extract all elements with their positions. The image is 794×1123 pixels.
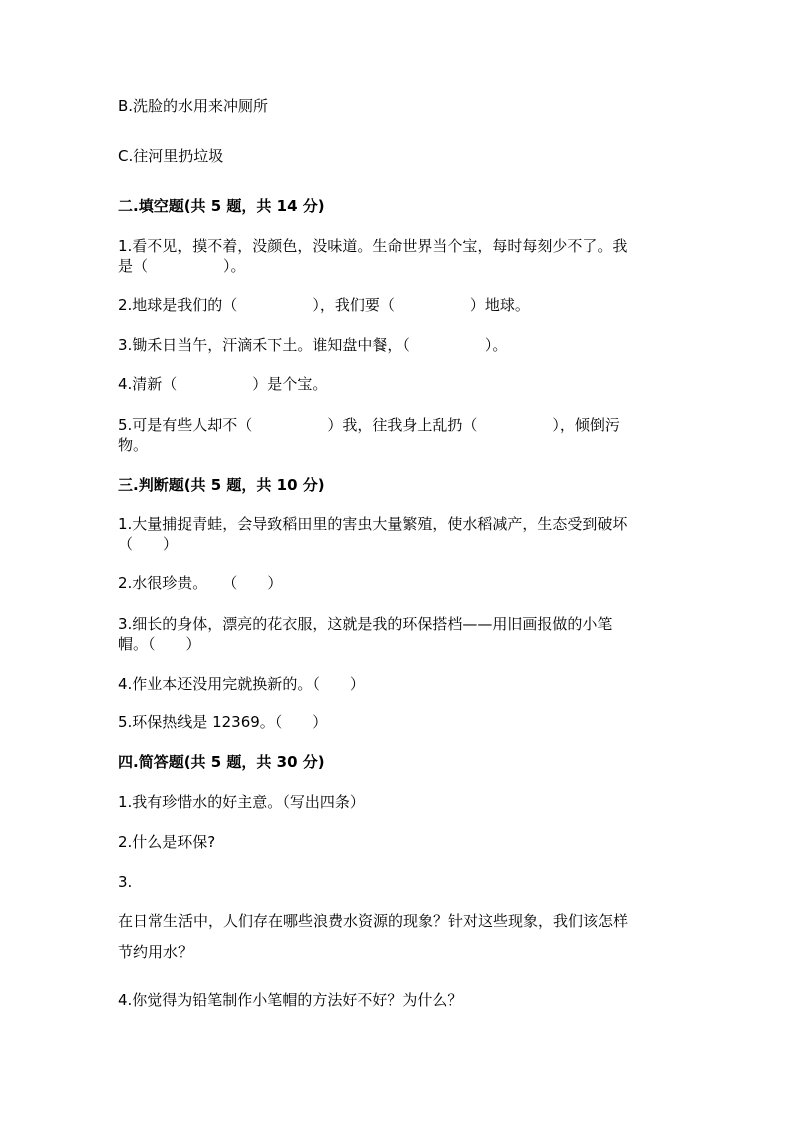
fill-blank-q1-line2: 是（ ）。 (118, 257, 246, 275)
judge-q5: 5.环保热线是 12369。（ ） (118, 713, 328, 731)
fill-blank-q5-line1: 5.可是有些人却不（ ）我，往我身上乱扔（ ），倾倒污 (118, 416, 620, 434)
section-title-judge: 三.判断题(共 5 题，共 10 分) (118, 476, 325, 494)
judge-q2: 2.水很珍贵。 （ ） (118, 574, 283, 592)
judge-q1-line2: （ ） (118, 535, 179, 553)
fill-blank-q2: 2.地球是我们的（ ），我们要（ ）地球。 (118, 296, 530, 314)
fill-blank-q3: 3.锄禾日当午，汗滴禾下土。谁知盘中餐，（ ）。 (118, 336, 508, 354)
judge-q4: 4.作业本还没用完就换新的。（ ） (118, 675, 365, 693)
judge-q1-line1: 1.大量捕捉青蛙，会导致稻田里的害虫大量繁殖，使水稻减产，生态受到破坏 (118, 515, 628, 533)
section-title-short-answer: 四.简答题(共 5 题，共 30 分) (118, 753, 325, 771)
fill-blank-q5-line2: 物。 (118, 436, 149, 454)
short-answer-q3-line1: 在日常生活中，人们存在哪些浪费水资源的现象？针对这些现象，我们该怎样 (118, 912, 629, 930)
short-answer-q1: 1.我有珍惜水的好主意。（写出四条） (118, 793, 365, 811)
short-answer-q3-line2: 节约用水？ (118, 943, 194, 961)
fill-blank-q4: 4.清新（ ）是个宝。 (118, 375, 328, 393)
option-c: C.往河里扔垃圾 (118, 147, 224, 165)
short-answer-q3-number: 3. (118, 873, 133, 891)
option-b: B.洗脸的水用来冲厕所 (118, 97, 269, 115)
judge-q3-line2: 帽。（ ） (118, 635, 201, 653)
short-answer-q4: 4.你觉得为铅笔制作小笔帽的方法好不好？为什么？ (118, 991, 463, 1009)
judge-q3-line1: 3.细长的身体，漂亮的花衣服，这就是我的环保搭档——用旧画报做的小笔 (118, 615, 613, 633)
fill-blank-q1-line1: 1.看不见，摸不着，没颜色，没味道。生命世界当个宝，每时每刻少不了。我 (118, 237, 628, 255)
short-answer-q2: 2.什么是环保? (118, 833, 216, 851)
section-title-fill-blank: 二.填空题(共 5 题，共 14 分) (118, 197, 325, 215)
